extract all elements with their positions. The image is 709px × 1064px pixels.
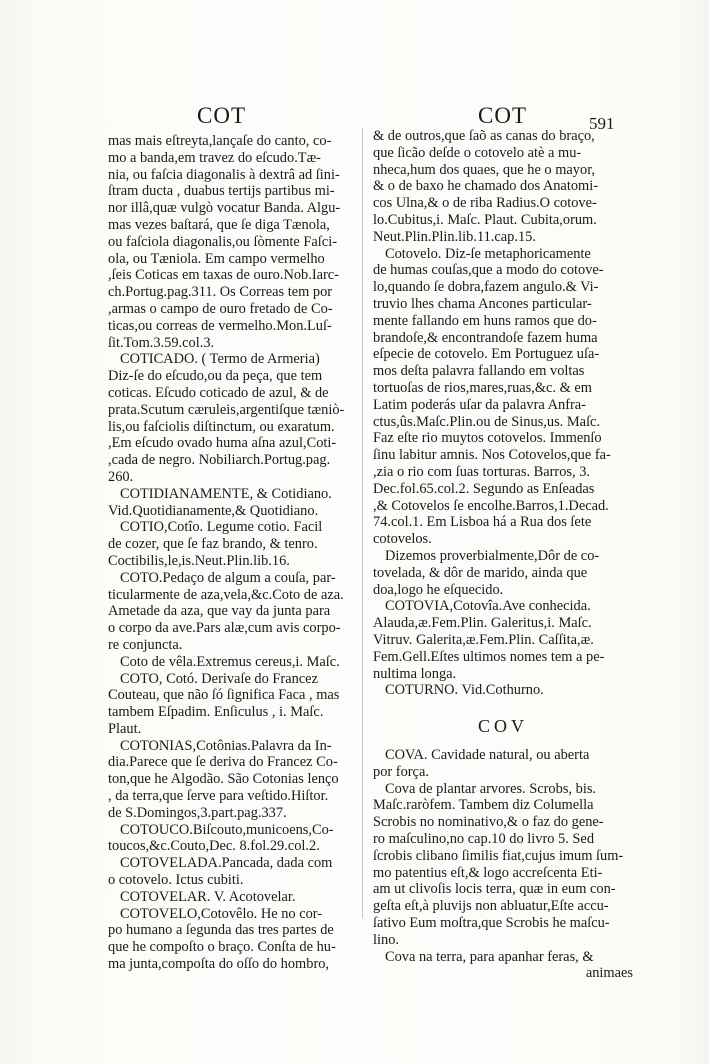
text-line: toucos,&c.Couto,Dec. 8.fol.29.col.2. [108,838,320,855]
text-line: mas vezes baſtará, que ſe diga Tænola, [108,216,330,233]
text-line: animaes [585,965,633,982]
text-line: ticas,ou correas de vermelho.Mon.Luſ- [108,317,332,334]
text-line: ſinu labitur amnis. Nos Cotovelos,que fa- [373,447,611,464]
text-line: de humas couſas,que a modo do cotove- [373,262,604,279]
text-line: Alauda,æ.Fem.Plin. Galeritus,i. Maſc. [373,615,592,632]
text-line: doa,logo he eſquecido. [373,581,504,598]
text-line: nultima longa. [373,665,457,682]
text-line: am ut clivoſis locis terra, quæ in eum con- [373,881,616,898]
text-line: Vitruv. Galerita,æ.Fem.Plin. Caſſita,æ. [373,631,594,648]
right-column-entries-top [373,128,633,699]
text-line: ,armas o campo de ouro fretado de Co- [108,300,333,317]
text-line: Coctibilis,le,is.Neut.Plin.lib.16. [108,552,290,569]
text-line: tambem Eſpadim. Enſiculus , i. Maſc. [108,704,324,721]
text-line: Dec.fol.65.col.2. Segundo as Enſeadas [373,480,595,497]
text-line: COTONIAS,Cotônias.Palavra da In- [120,737,332,754]
text-line: ,ſeis Coticas em taxas de ouro.Nob.Iarc- [108,267,339,284]
text-line: ,cada de negro. Nobiliarch.Portug.pag. [108,452,331,469]
text-line: ticularmente de aza,vela,&c.Coto de aza. [108,586,344,603]
text-line: de S.Domingos,3.part.pag.337. [108,804,287,821]
text-line: nia, ou faſcia diagonalis à dextrâ ad ſini- [108,166,340,183]
text-line: Fem.Gell.Eſtes ultimos nomes tem a pe- [373,648,605,665]
text-line: po humano a ſegunda das tres partes de [108,922,334,939]
text-line: Coto de vêla.Extremus cereus,i. Maſc. [120,653,340,670]
text-line: brandoſe,& encontrandoſe fazem huma [373,329,598,346]
text-line: mo patentius eſt,& logo accreſcenta Eti- [373,864,603,881]
text-line: & de outros,que ſaõ as canas do braço, [373,128,595,144]
text-line: prata.Scutum cæruleis,argentiſque tæniò- [108,401,345,418]
right-column [373,128,633,982]
column-divider [362,128,363,918]
text-line: Latim poderás uſar da palavra Anfra- [373,396,586,413]
running-head-left: COT [197,103,246,128]
text-line: Dizemos proverbialmente,Dôr de co- [385,547,600,564]
text-line: truvio lhes chama Ancones particular- [373,295,592,312]
text-line: Cotovelo. Diz-ſe metaphoricamente [385,245,591,262]
text-line: ,zia o rio com ſuas torturas. Barros, 3. [373,463,591,480]
text-line: 74.col.1. Em Lisboa há a Rua dos ſete [373,514,592,531]
text-line: COTOVELO,Cotovêlo. He no cor- [120,905,323,922]
text-line: COTOVELADA.Pancada, dada com [120,855,333,872]
text-line: Ametade da aza, que vay da junta para [108,603,331,620]
text-line: que ſicão deſde o cotovelo atè a mu- [373,144,582,161]
text-line: o cotovelo. Ictus cubiti. [108,872,244,889]
text-line: , da terra,que ſerve para veſtido.Hiſtor. [108,788,329,805]
left-column [108,133,361,973]
text-line: mos deſta palavra fallando em voltas [373,363,585,380]
text-line: que he compoſto o braço. Conſta de hu- [108,939,336,956]
text-line: por força. [373,763,429,780]
text-line: tortuoſas de rios,mares,ruas,&c. & em [373,379,593,396]
text-line: cos Ulna,& o de riba Radius.O cotove- [373,195,597,212]
text-line: mo a banda,em travez do eſcudo.Tæ- [108,149,321,166]
text-line: o corpo da ave.Pars alæ,cum avis corpo- [108,620,341,637]
text-line: ton,que he Algodão. São Cotonias lenço [108,771,339,788]
text-line: dia.Parece que ſe deriva do Francez Co- [108,754,338,771]
text-line: re conjuncta. [108,636,183,653]
text-line: COTOUCO.Biſcouto,municoens,Co- [120,821,334,838]
text-line: geſta eſt,à pluvijs non abluatur,Eſte accu- [373,898,609,915]
text-line: lino. [373,931,399,948]
text-line: COTIO,Cotîo. Legume cotio. Facil [120,519,323,536]
text-line: Diz-ſe do eſcudo,ou da peça, que tem [108,368,323,385]
text-line: ma junta,compoſta do oſſo do hombro, [108,956,330,973]
text-line: tovelada, & dôr de marido, ainda que [373,564,588,581]
running-head-right: COT [478,103,527,128]
text-line: Maſc.raròfem. Tambem diz Columella [373,797,594,814]
text-line: ,Em eſcudo ovado huma aſna azul,Coti- [108,435,337,452]
text-line: eſpecie de cotovelo. Em Portuguez uſa- [373,346,600,363]
text-line: COTICADO. ( Termo de Armeria) [120,351,320,368]
section-heading: COV [477,716,528,737]
text-line: coticas. Eſcudo coticado de azul, & de [108,384,329,401]
text-line: Neut.Plin.Plin.lib.11.cap.15. [373,228,536,245]
text-line: de cozer, que ſe faz brando, & tenro. [108,536,318,553]
text-line: ſit.Tom.3.59.col.3. [108,334,215,351]
text-line: Vid.Quotidianamente,& Quotidiano. [108,502,319,519]
text-line: cotovelos. [373,531,432,548]
text-line: COTO, Cotó. Derivaſe do Francez [120,670,318,687]
text-line: COTO.Pedaço de algum a couſa, par- [120,569,336,586]
text-line: ola, ou Tæniola. Em campo vermelho [108,250,325,267]
text-line: ſtram ducta , duabus tertijs partibus mi- [108,183,335,200]
text-line: & o de baxo he chamado dos Anatomi- [373,178,599,195]
text-line: COVA. Cavidade natural, ou aberta [385,747,590,764]
text-line: lis,ou faſciolis diſtinctum, ou exaratum. [108,418,335,435]
text-line: COTOVELAR. V. Acotovelar. [120,888,296,905]
text-line: lo.Cubitus,i. Maſc. Plaut. Cubita,orum. [373,211,597,228]
text-line: Faz eſte rio muytos cotovelos. Immenſo [373,430,602,447]
text-line: ,& Cotovelos ſe encolhe.Barros,1.Decad. [373,497,609,514]
text-line: ro maſculino,no cap.10 do livro 5. Sed [373,831,595,848]
text-line: ch.Portug.pag.311. Os Correas tem por [108,284,333,301]
text-line: Scrobis no nominativo,& o faz do gene- [373,814,604,831]
text-line: COTURNO. Vid.Cothurno. [385,682,544,699]
right-column-entries-bottom [373,747,633,982]
text-line: lo,quando ſe dobra,fazem angulo.& Vi- [373,279,599,296]
text-line: COTIDIANAMENTE, & Cotidiano. [120,485,332,502]
text-line: mente fallando em huns ramos que do- [373,312,597,329]
text-line: mas mais eſtreyta,lançaſe do canto, co- [108,133,332,149]
text-line: Cova na terra, para apanhar feras, & [385,948,594,965]
text-line: Cova de plantar arvores. Scrobs, bis. [385,780,597,797]
text-line: ſcrobis clibano ſimilis fiat,cujus imum ſum- [373,847,624,864]
text-line: Couteau, que não ſó ſignifica Faca , mas [108,687,340,704]
text-line: ou faſciola diagonalis,ou ſòmente Faſci- [108,233,337,250]
text-line: nheca,hum dos quaes, que he o mayor, [373,161,596,178]
text-line: nor illâ,quæ vulgò vocatur Banda. Algu- [108,200,341,217]
text-line: COTOVIA,Cotovîa.Ave conhecida. [385,598,591,615]
text-line: ctus,ûs.Maſc.Plin.ou de Sinus,us. Maſc. [373,413,601,430]
page-number: 591 [589,114,615,133]
text-line: 260. [108,468,134,485]
text-line: ſativo Eum moſtra,que Scrobis he maſcu- [373,915,610,932]
text-line: Plaut. [108,720,142,737]
